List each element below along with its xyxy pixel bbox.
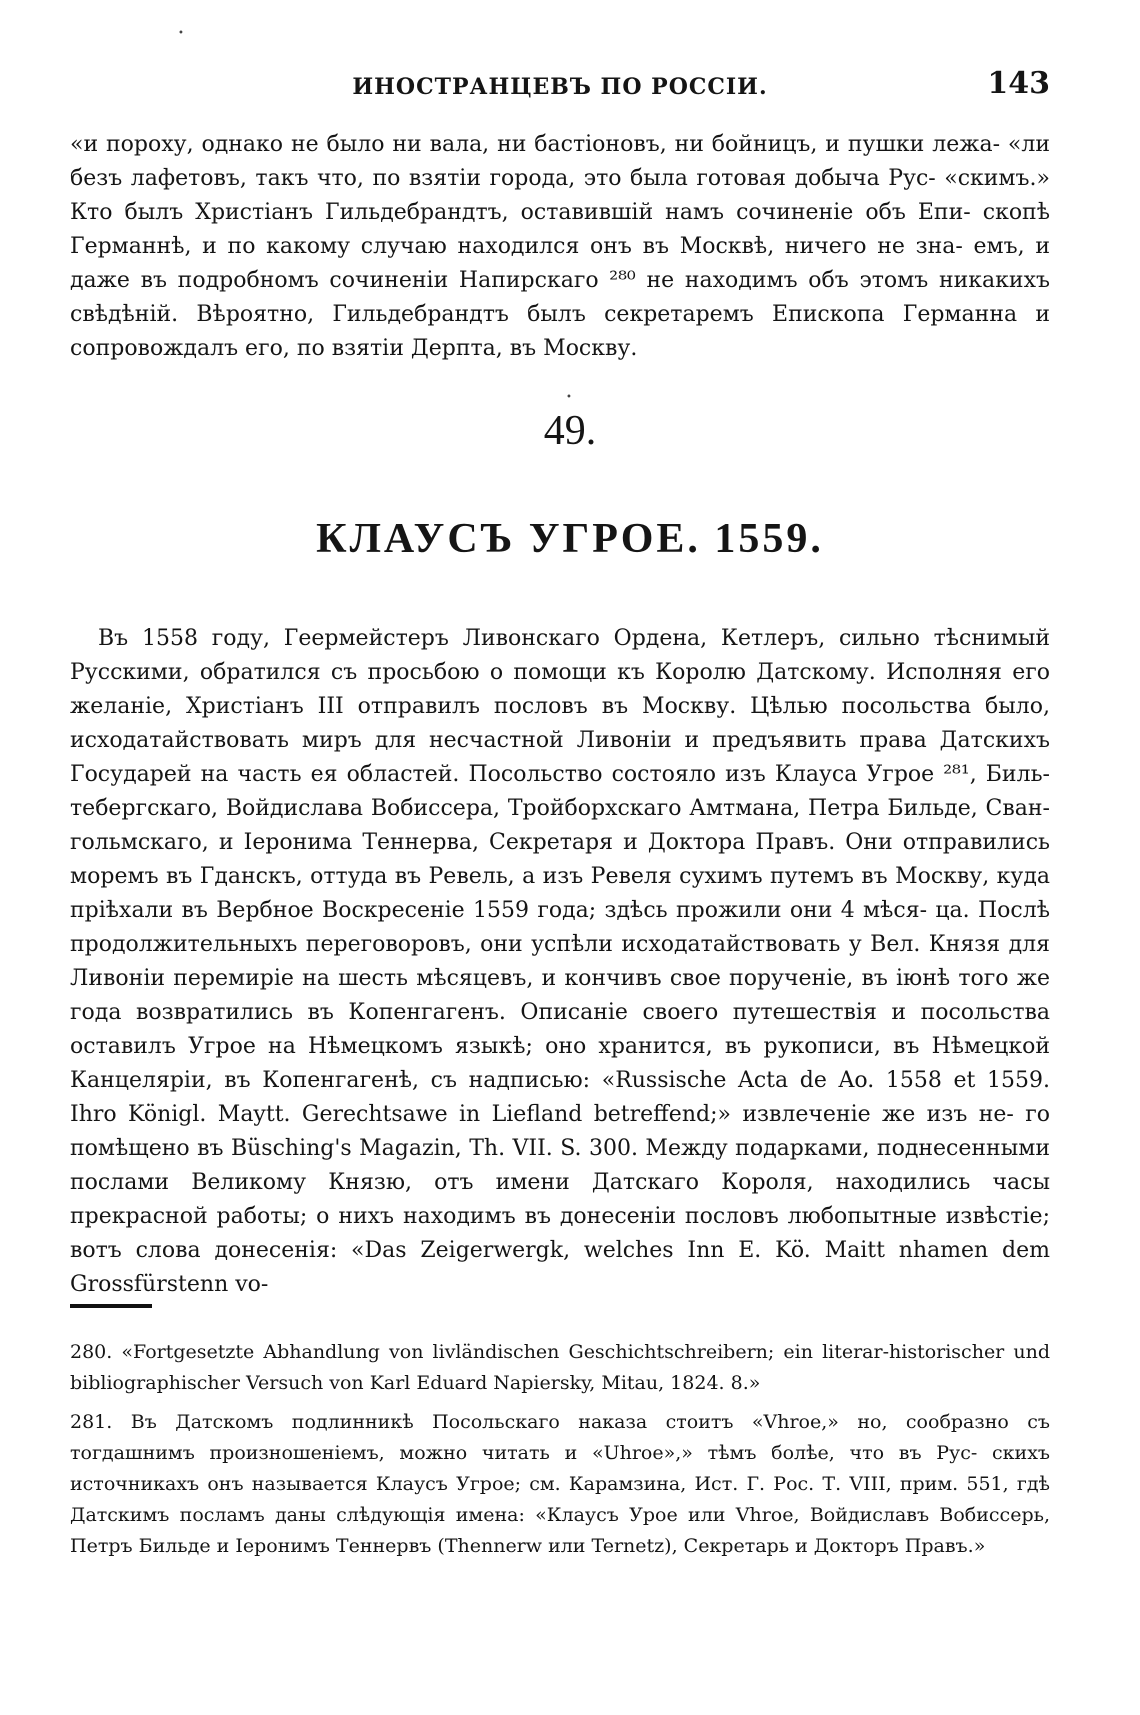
running-title: ИНОСТРАНЦЕВЪ ПО РОССIИ.: [352, 74, 768, 100]
footnote-label: 280.: [70, 1341, 113, 1363]
main-paragraph: Въ 1558 году, Геермейстеръ Ливонскаго Ордена, Кетлеръ, сильно тѣснимый Русскими, обратился съ просьбою о помощи къ Королю Датскому. Исполняя его желанiе, Христiанъ III отправилъ пословъ въ Москву. Цѣлью посольства было, исходатайствовать миръ для несчастной Ливонiи и предъявить права Датскихъ Государей на часть ея областей. Посольство состояло изъ Клауса Угрое ²⁸¹, Биль- тебергскаго, Войдислава Вобиссера, Тройборхскаго Амтмана, Петра Бильде, Сван- гольмскаго, и Iеронима Теннерва, Секретаря и Доктора Правъ. Они отправились моремъ въ Гданскъ, оттуда въ Ревель, а изъ Ревеля сухимъ путемъ въ Москву, куда прiѣхали въ Вербное Воскресенiе 1559 года; здѣсь прожили они 4 мѣся- ца. Послѣ продолжительныхъ переговоровъ, они успѣли исходатайствовать у Вел. Князя для Ливонiи перемирiе на шесть мѣсяцевъ, и кончивъ свое порученiе, въ iюнѣ того же года возвратились въ Копенгагенъ. Описанiе своего путешествiя и посольства оставилъ Угрое на Нѣмецкомъ языкѣ; оно хранится, въ рукописи, въ Нѣмецкой Канцелярiи, въ Копенгагенѣ, съ надписью: «Russische Acta de Ao. 1558 et 1559. Ihro Königl. Maytt. Gerechtsawe in Liefland betreffend;» извлеченiе же изъ не- го помѣщено въ Büsching's Magazin, Th. VII. S. 300. Между подарками, поднесенными послами Великому Князю, отъ имени Датскаго Короля, находились часы прекрасной работы; о нихъ находимъ въ донесенiи пословъ любопытные извѣстiе; вотъ слова донесенiя: «Das Zeigerwergk, welches Inn E. Kö. Maitt nhamen dem Grossfürstenn vo-: [70, 626, 1050, 1297]
chapter-number: 49.: [543, 408, 597, 454]
page-number: 143: [987, 66, 1050, 101]
page-header: [70, 66, 1050, 106]
intro-text-block: [70, 128, 1050, 366]
print-mark: •: [566, 392, 572, 403]
chapter-title: КЛАУСЪ УГРОЕ. 1559.: [316, 516, 824, 562]
footnote-divider: [70, 1304, 152, 1308]
footnote-281: [70, 1407, 1050, 1562]
footnotes: [70, 1337, 1050, 1570]
footnote-label: 281.: [70, 1411, 113, 1433]
print-mark: •: [178, 28, 184, 39]
footnote-text: «Fortgesetzte Abhandlung von livländischen Geschichtschreibern; ein literar-historischer und bibliographischer Versuch von Karl Eduard Napiersky, Mitau, 1824. 8.»: [70, 1341, 1050, 1394]
intro-paragraph: «и пороху, однако не было ни вала, ни бастiоновъ, ни бойницъ, и пушки лежа- «ли безъ лафетовъ, такъ что, по взятiи города, это была готовая добыча Рус- «скимъ.» Кто былъ Христiанъ Гильдебрандтъ, оставившiй намъ сочиненiе объ Епи- скопѣ Германнѣ, и по какому случаю находился онъ въ Москвѣ, ничего не зна- емъ, и даже въ подробномъ сочиненiи Напирскаго ²⁸⁰ не находимъ объ этомъ никакихъ свѣдѣнiй. Вѣроятно, Гильдебрандтъ былъ секретаремъ Епископа Германна и сопровождалъ его, по взятiи Дерпта, въ Москву.: [70, 132, 1050, 361]
footnote-text: Въ Датскомъ подлинникѣ Посольскаго наказа стоитъ «Vhroe,» но, сообразно съ тогдашнимъ произношенiемъ, можно читать и «Uhroe»,» тѣмъ болѣе, что въ Рус- скихъ источникахъ онъ называется Клаусъ Угрое; см. Карамзина, Ист. Г. Рос. Т. VIII, прим. 551, гдѣ Датскимъ посламъ даны слѣдующiя имена: «Клаусъ Урое или Vhroe, Войдиславъ Вобиссерь, Петръ Бильде и Iеронимъ Теннервъ (Thennerw или Ternetz), Секретарь и Докторъ Правъ.»: [70, 1411, 1050, 1557]
main-text-block: [70, 622, 1050, 1302]
footnote-280: [70, 1337, 1050, 1399]
